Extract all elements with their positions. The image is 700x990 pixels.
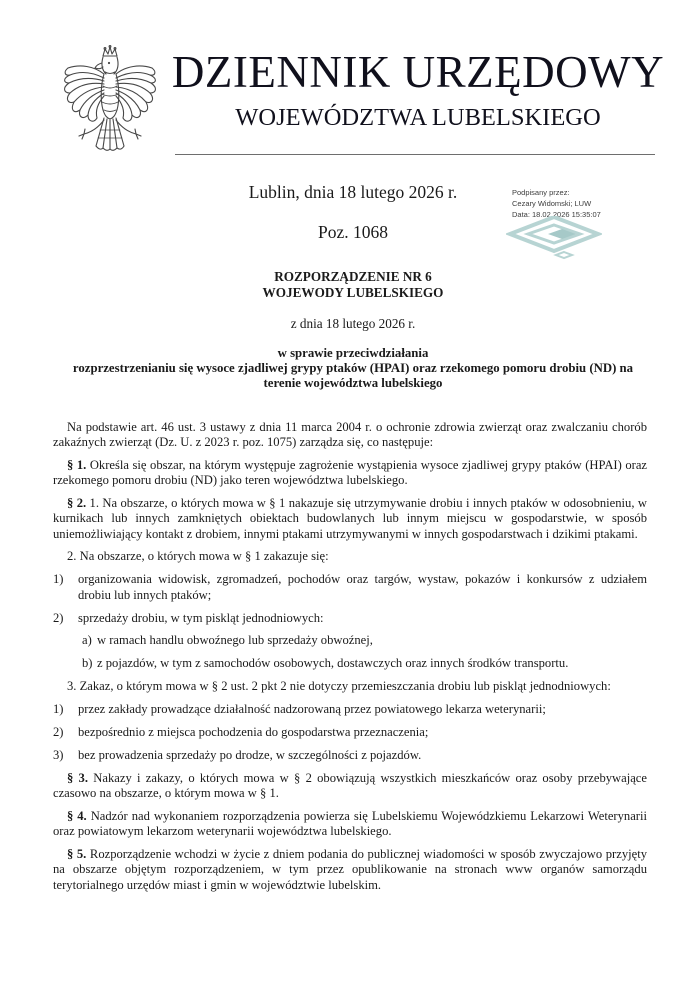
paragraph-text: Nadzór nad wykonaniem rozporządzenia powierza się Lubelskiemu Wojewódzkiemu Lekarzowi Weterynarii oraz powiatowym lekarzom weterynarii województwa lubelskiego. — [53, 808, 647, 839]
list-marker: 2) — [53, 724, 64, 739]
list-item-text: bezpośrednio z miejsca pochodzenia do gospodarstwa przeznaczenia; — [78, 724, 429, 739]
act-subject-line3: terenie województwa lubelskiego — [263, 376, 443, 390]
paragraph-text: Na podstawie art. 46 ust. 3 ustawy z dnia 11 marca 2004 r. o ochronie zdrowia zwierząt oraz zwalczaniu chorób zakaźnych zwierząt (Dz. U. z 2023 r. poz. 1075) zarządza się, co następuje: — [53, 419, 647, 449]
section-label: § 3. — [67, 770, 89, 785]
preamble — [53, 420, 647, 451]
paragraph-text: Rozporządzenie wchodzi w życie z dniem podania do publicznej wiadomości w sposób zwyczajowo przyjęty na obszarze objętym rozporządzeniem, w tym przez opublikowanie na stronach www organów samorządu terytorialnego urzędów miast i gmin w województwie lubelskim. — [53, 847, 648, 892]
section-2-ust-1 — [53, 496, 647, 542]
list-marker: 1) — [53, 702, 64, 717]
list-item-1 — [53, 572, 647, 603]
masthead — [168, 48, 668, 131]
section-1 — [53, 458, 647, 489]
e-signature-seal-icon — [506, 216, 602, 260]
list-item-text: bez prowadzenia sprzedaży po drodze, w szczególności z pojazdów. — [78, 747, 422, 762]
list-item-2 — [53, 611, 647, 626]
list-marker: b) — [82, 656, 93, 671]
section-label: § 5. — [67, 847, 87, 862]
list2-item-2 — [53, 725, 647, 740]
sublist-item-b — [82, 656, 647, 671]
masthead-divider — [175, 154, 655, 155]
paragraph-text: 1. Na obszarze, o których mowa w § 1 nakazuje się utrzymywanie drobiu i innych ptaków w odosobnieniu, w kurnikach lub innych zamkniętych obiektach budowlanych lub innym miejscu w gospodarstwie, w sposób uniemożliwiający kontakt z drobiem, innymi ptakami utrzymywanymi w innych gospodarstwach i dzikimi ptakami. — [53, 495, 647, 541]
place-date-line: Lublin, dnia 18 lutego 2026 r. — [248, 182, 458, 202]
list-item-text: w ramach handlu obwoźnego lub sprzedaży obwoźnej, — [97, 633, 373, 648]
act-subject-line1: w sprawie przeciwdziałania — [277, 346, 429, 360]
journal-title: DZIENNIK URZĘDOWY — [171, 47, 665, 97]
list-item-text: sprzedaży drobiu, w tym piskląt jednodniowych: — [78, 610, 324, 625]
act-heading — [57, 269, 649, 300]
act-heading-line2: WOJEWODY LUBELSKIEGO — [262, 284, 444, 300]
list-marker: 3) — [53, 747, 64, 762]
list-marker: a) — [82, 633, 92, 648]
section-label: § 1. — [67, 457, 87, 472]
section-label: § 4. — [67, 808, 87, 823]
section-2-ust-3 — [53, 679, 647, 694]
section-4 — [53, 809, 647, 840]
coat-of-arms-eagle-icon — [58, 44, 162, 172]
act-subject-line2: rozprzestrzenianiu się wysoce zjadliwej grypy ptaków (HPAI) oraz rzekomego pomoru drobiu (ND) na — [72, 361, 634, 375]
position-number: Poz. 1068 — [318, 222, 388, 242]
journal-subtitle: WOJEWÓDZTWA LUBELSKIEGO — [235, 104, 601, 131]
signature-timestamp: Data: 18.02.2026 15:35:07 — [512, 209, 601, 219]
list-item-text: organizowania widowisk, zgromadzeń, pochodów oraz targów, wystaw, pokazów i konkursów z udziałem drobiu lub innych ptaków; — [78, 572, 647, 602]
section-5 — [53, 847, 647, 893]
signed-by-label: Podpisany przez: — [512, 188, 570, 197]
section-2-ust-2 — [53, 549, 647, 564]
act-heading-line1: ROZPORZĄDZENIE NR 6 — [274, 269, 432, 284]
list-marker: 2) — [53, 610, 64, 625]
paragraph-text: Nakazy i zakazy, o których mowa w § 2 obowiązują wszystkich mieszkańców oraz osoby przebywające czasowo na obszarze, o którym mowa w § 1. — [53, 770, 647, 801]
act-date: z dnia 18 lutego 2026 r. — [290, 316, 416, 331]
paragraph-text: 3. Zakaz, o którym mowa w § 2 ust. 2 pkt 2 nie dotyczy przemieszczania drobiu lub piskląt jednodniowych: — [67, 679, 611, 694]
section-label: § 2. — [67, 495, 87, 510]
act-body — [53, 412, 647, 893]
list2-item-3 — [53, 748, 647, 763]
list-item-text: przez zakłady prowadzące działalność nadzorowaną przez powiatowego lekarza weterynarii; — [78, 702, 546, 717]
signer-name: Cezary Widomski; LUW — [512, 198, 592, 208]
act-subject — [57, 346, 649, 391]
list-marker: 1) — [53, 572, 64, 587]
list-item-text: z pojazdów, w tym z samochodów osobowych, dostawczych oraz innych środków transportu. — [97, 656, 569, 671]
list2-item-1 — [53, 702, 647, 717]
sublist-item-a — [82, 633, 647, 648]
paragraph-text: 2. Na obszarze, o których mowa w § 1 zakazuje się: — [67, 549, 329, 564]
section-3 — [53, 771, 647, 802]
paragraph-text: Określa się obszar, na którym występuje zagrożenie wystąpienia wysoce zjadliwej grypy ptaków (HPAI) oraz rzekomego pomoru drobiu (ND) jako teren województwa lubelskiego. — [53, 457, 648, 488]
